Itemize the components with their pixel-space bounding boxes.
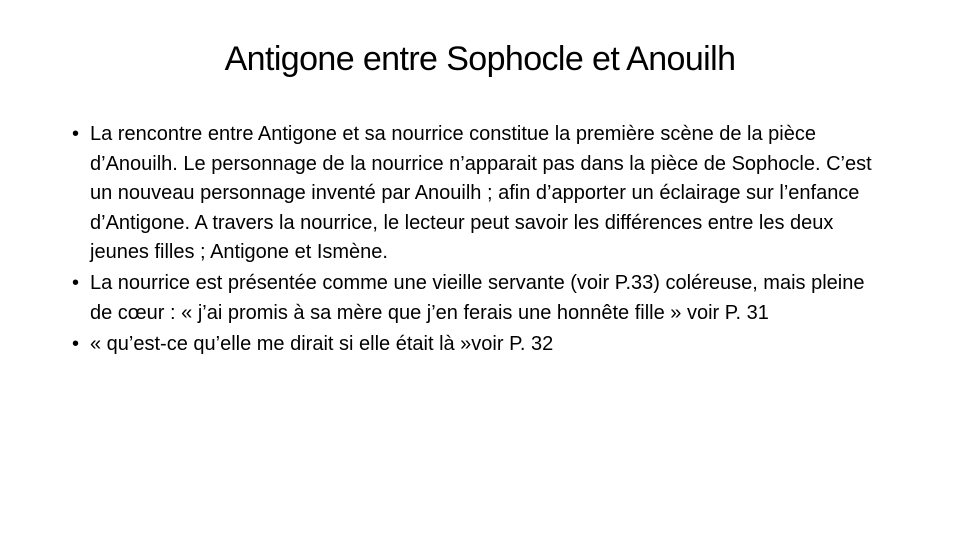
bullet-item bbox=[72, 120, 892, 268]
bullet-text: La nourrice est présentée comme une vieille servante (voir P.33) coléreuse, mais pleine de cœur : « j’ai promis à sa mère que j’en ferais une honnête fille » voir P. 31 bbox=[90, 272, 865, 324]
bullet-icon: • bbox=[72, 272, 80, 295]
slide-title: Antigone entre Sophocle et Anouilh bbox=[224, 40, 736, 78]
bullet-text: « qu’est-ce qu’elle me dirait si elle était là »voir P. 32 bbox=[90, 332, 554, 355]
bullet-list bbox=[72, 120, 892, 360]
bullet-text: La rencontre entre Antigone et sa nourrice constitue la première scène de la pièce d’Anouilh. Le personnage de la nourrice n’apparait pas dans la pièce de Sophocle. C’est un nouveau personnage inventé par Anouilh ; afin d’apporter un éclairage sur l’enfance d’Antigone. A travers la nourrice, le lecteur peut savoir les différences entre les deux jeunes filles ; Antigone et Ismène. bbox=[90, 123, 872, 264]
bullet-item bbox=[72, 269, 892, 328]
bullet-icon: • bbox=[72, 332, 80, 355]
bullet-icon: • bbox=[72, 123, 80, 145]
bullet-item bbox=[72, 330, 892, 360]
